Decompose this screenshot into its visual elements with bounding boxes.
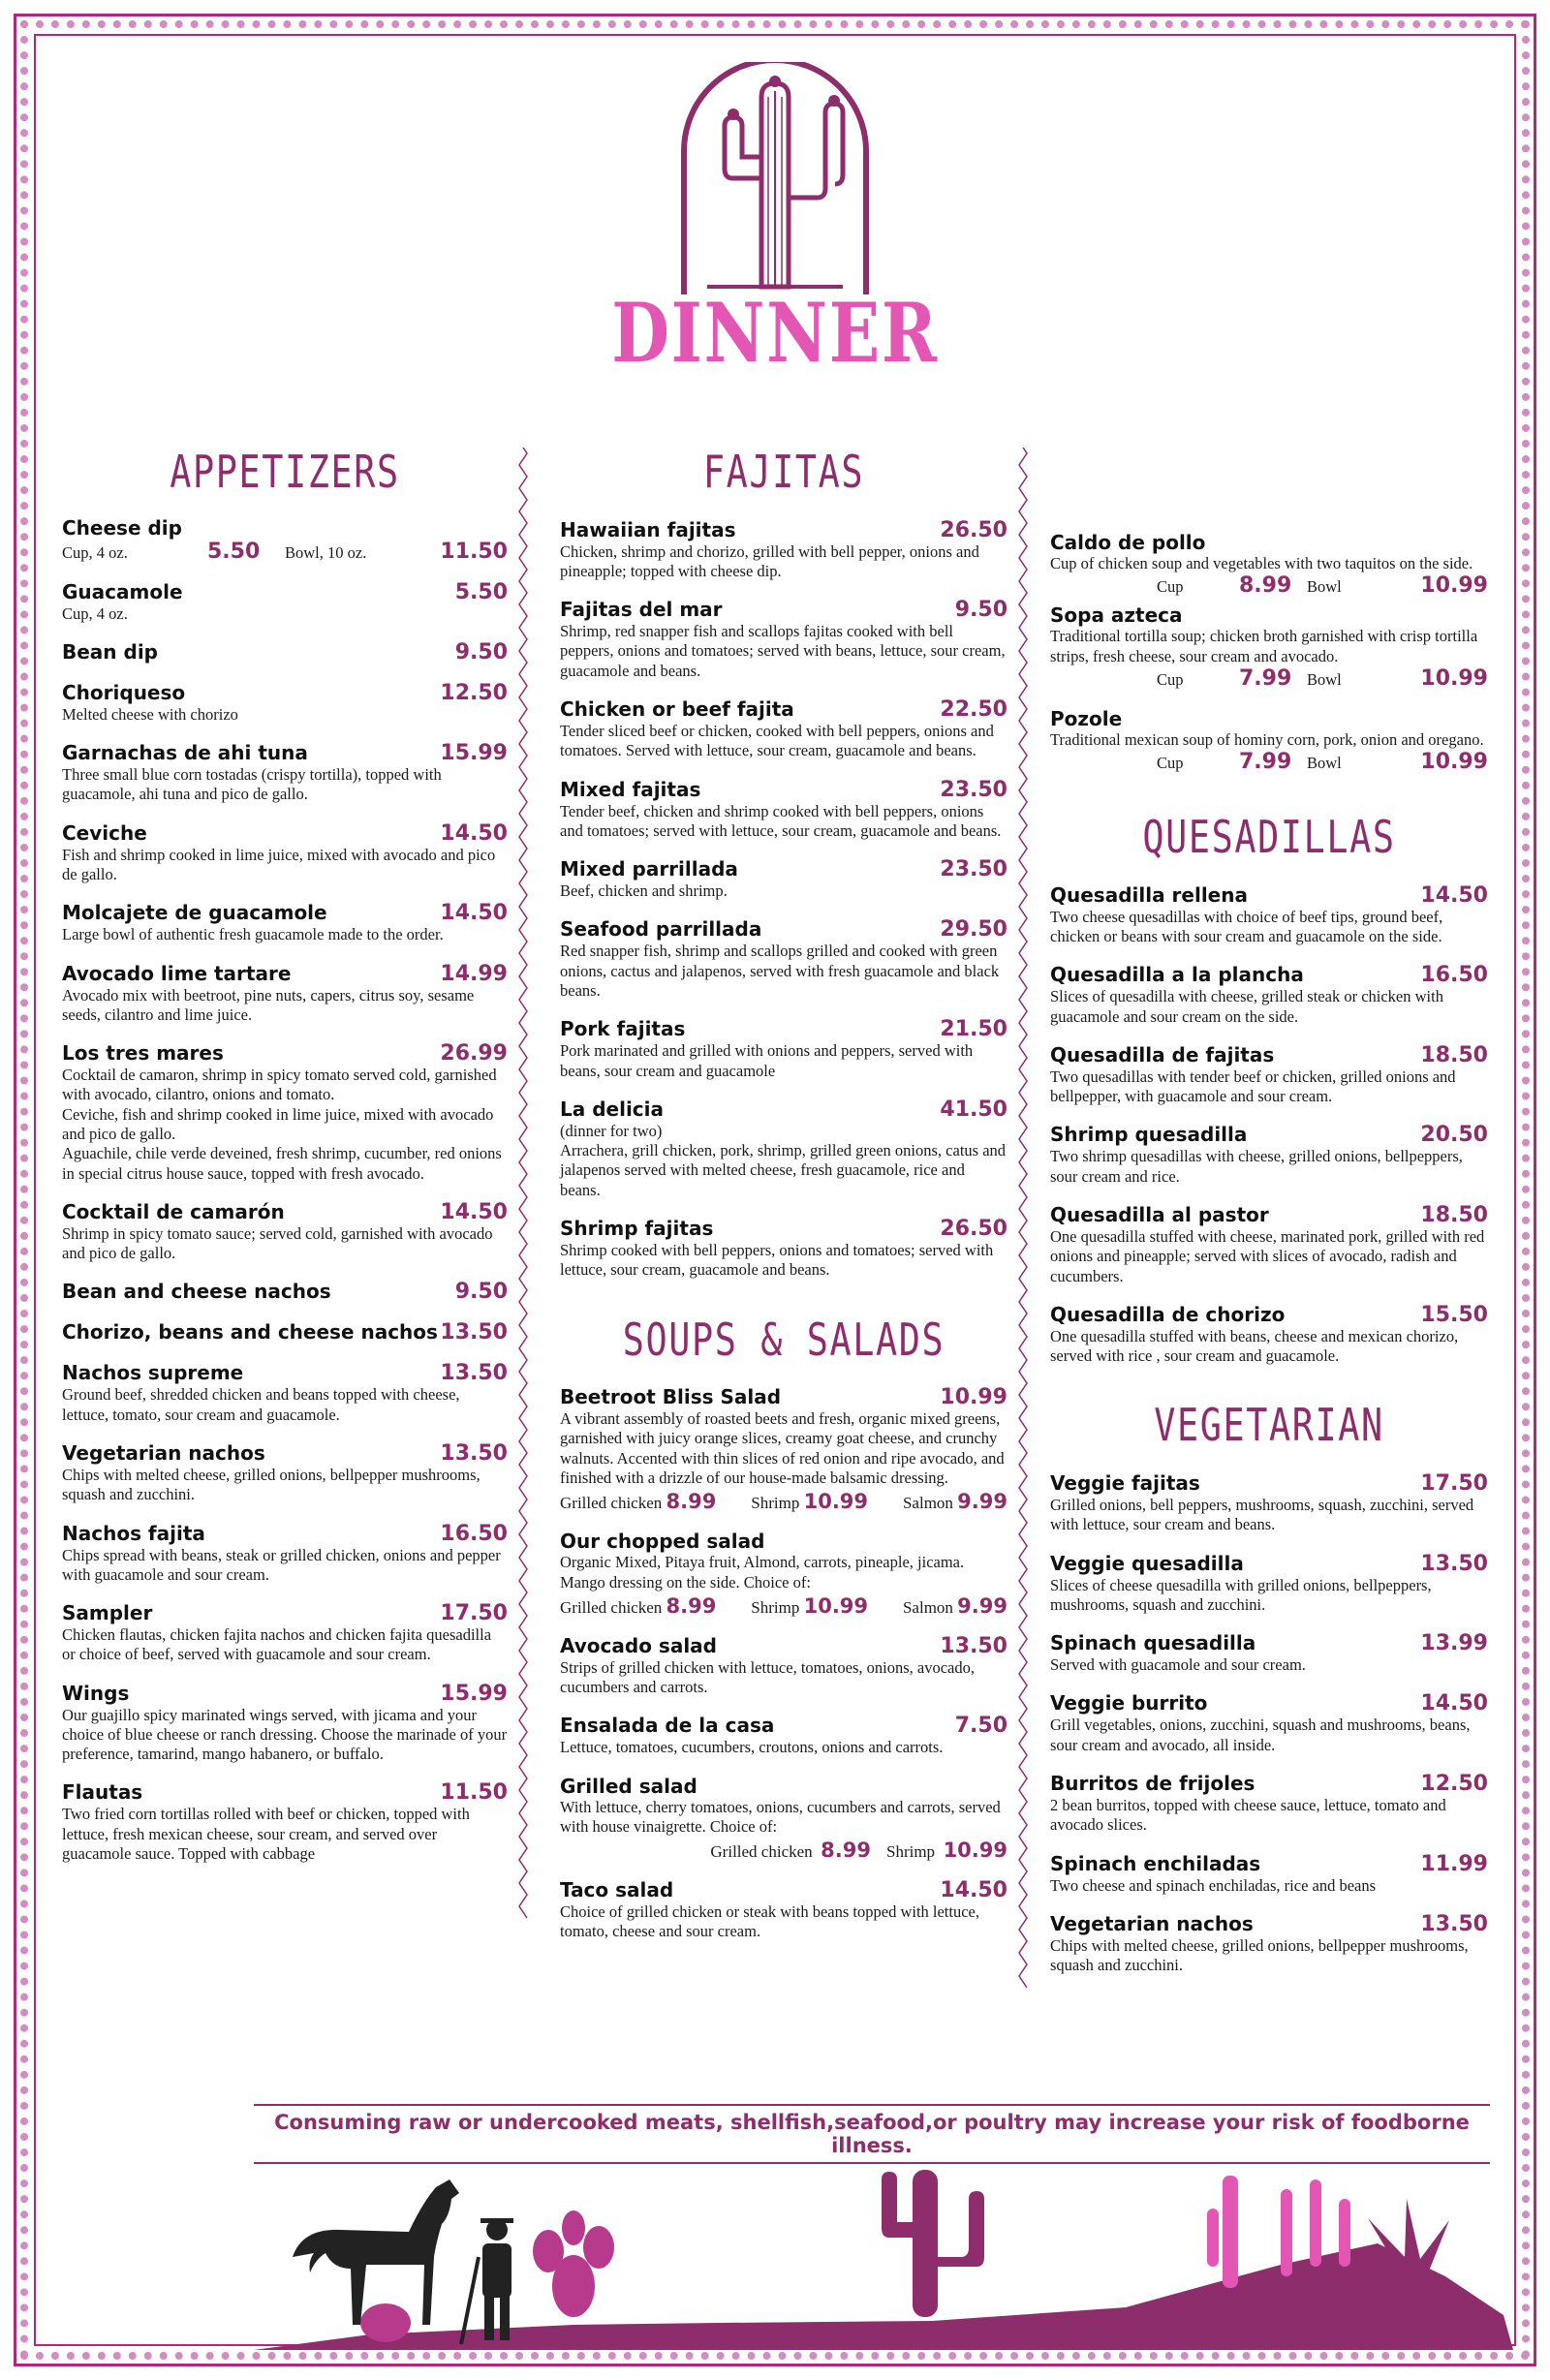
item-description: Red snapper fish, shrimp and scallops grilled and cooked with green onions, cactus and jalapenos, served with fresh guacamole and black beans.	[560, 942, 1000, 1000]
item-name: Choriqueso	[62, 680, 186, 704]
menu-item-spinach-enchiladas	[1050, 1852, 1488, 1896]
option-label: Salmon	[902, 1597, 953, 1617]
item-price: 12.50	[1420, 1771, 1488, 1796]
item-description: Cup, 4 oz.	[62, 603, 128, 623]
appetizers-column	[62, 446, 508, 1880]
menu-item-shrimp-quesadilla	[1050, 1123, 1488, 1187]
item-description: Avocado mix with beetroot, pine nuts, capers, citrus soy, sesame seeds, cilantro and lime juice.	[62, 985, 475, 1024]
item-price: 26.99	[440, 1041, 508, 1066]
item-description: Large bowl of authentic fresh guacamole made to the order.	[62, 925, 444, 944]
menu-item-cocktail	[62, 1200, 508, 1264]
menu-item-mixed-parrillada	[560, 857, 1008, 901]
item-price: 14.50	[440, 1199, 508, 1224]
item-name: Nachos supreme	[62, 1361, 244, 1385]
option-label: Salmon	[902, 1494, 953, 1513]
size-label: Bowl	[1307, 669, 1342, 689]
menu-item-vegetarian-nachos	[62, 1441, 508, 1505]
size-label: Cup	[1157, 754, 1184, 773]
item-price: 15.99	[440, 741, 508, 766]
item-price: 21.50	[940, 1017, 1008, 1042]
item-price: 14.50	[1420, 882, 1488, 908]
menu-item-pozole	[1050, 707, 1488, 774]
item-price: 16.50	[1420, 963, 1488, 988]
item-name: Bean and cheese nachos	[62, 1280, 331, 1304]
item-description: Tender beef, chicken and shrimp cooked with bell peppers, onions and tomatoes; served with lettuce, sour cream, guacamole and beans.	[560, 801, 1002, 840]
size-label: Bowl, 10 oz.	[285, 542, 367, 562]
item-name: Sampler	[62, 1601, 153, 1625]
item-description: Traditional tortilla soup; chicken broth garnished with crisp tortilla strips, fresh cheese, sour cream and avocado.	[1050, 627, 1478, 665]
small-barrel-cactus-icon	[360, 2303, 411, 2342]
menu-item-ceviche	[62, 821, 508, 885]
item-description: Lettuce, tomatoes, cucumbers, croutons, onions and carrots.	[560, 1738, 944, 1757]
item-price: 10.99	[940, 1385, 1008, 1410]
menu-item-cheese-dip	[62, 516, 508, 564]
menu-item-seafood-parrillada	[560, 917, 1008, 1001]
item-price: 14.50	[440, 820, 508, 846]
item-price: 11.50	[440, 1780, 508, 1806]
item-name: Quesadilla de fajitas	[1050, 1042, 1275, 1066]
menu-item-bean-dip	[62, 640, 508, 665]
option-price: 10.99	[803, 1593, 869, 1618]
prickly-pear-cactus-icon	[533, 2210, 614, 2317]
item-name: Shrimp fajitas	[560, 1216, 714, 1240]
menu-item-taco-salad	[560, 1878, 1008, 1942]
item-name: Fajitas del mar	[560, 598, 723, 622]
column-divider	[1018, 448, 1028, 2075]
item-description: Two quesadillas with tender beef or chicken, grilled onions and bellpepper, with guacamole and sour cream.	[1050, 1066, 1456, 1106]
menu-item-pork-fajitas	[560, 1017, 1008, 1081]
option-price: 9.99	[957, 1490, 1008, 1514]
menu-item-veggie-burrito	[1050, 1691, 1488, 1755]
size-label: Bowl	[1307, 577, 1342, 597]
cactus-arch-logo-icon	[678, 62, 872, 296]
option-label: Grilled chicken	[560, 1597, 663, 1617]
item-price: 14.50	[440, 901, 508, 926]
item-name: Sopa azteca	[1050, 603, 1183, 628]
option-label: Shrimp	[751, 1494, 800, 1513]
item-price: 41.50	[940, 1097, 1008, 1122]
item-name: Burritos de frijoles	[1050, 1771, 1256, 1795]
item-name: Wings	[62, 1681, 130, 1705]
menu-item-quesadilla-chorizo	[1050, 1303, 1488, 1367]
menu-item-burritos-frijoles	[1050, 1772, 1488, 1836]
item-price: 26.50	[940, 1216, 1008, 1241]
item-description: Chips spread with beans, steak or grilled chicken, onions and pepper with guacamole and sour cream.	[62, 1545, 501, 1584]
item-description: A vibrant assembly of roasted beets and fresh, organic mixed greens, garnished with juicy orange slices, creamy goat cheese, and crunchy walnuts. Accented with thin slices of red onion and ripe avocado, and finished with a drizzle of our house-made balsamic dressing.	[560, 1409, 1005, 1487]
item-description: Cup of chicken soup and vegetables with two taquitos on the side.	[1050, 554, 1473, 572]
size-label: Cup	[1157, 577, 1184, 597]
item-description: Shrimp, red snapper fish and scallops fajitas cooked with bell peppers, onions and tomatoes; served with beans, lettuce, sour cream, guacamole and beans.	[560, 622, 1006, 680]
menu-item-tres-mares	[62, 1041, 508, 1184]
menu-item-veggie-fajitas	[1050, 1471, 1488, 1535]
section-title-fajitas: FAJITAS	[702, 446, 865, 498]
item-description: Ceviche, fish and shrimp cooked in lime juice, mixed with avocado and pico de gallo.	[62, 1104, 494, 1143]
item-description: Grilled onions, bell peppers, mushrooms, squash, zucchini, served with lettuce, sour cream and beans.	[1050, 1495, 1474, 1534]
item-description: Arrachera, grill chicken, pork, shrimp, grilled green onions, catus and jalapenos served with melted cheese, fresh guacamole, rice and beans.	[560, 1141, 1007, 1199]
option-price: 8.99	[821, 1839, 871, 1863]
menu-item-bean-nachos	[62, 1280, 508, 1304]
size-price: 10.99	[1420, 665, 1488, 691]
item-description: Chicken flautas, chicken fajita nachos and chicken fajita quesadilla or choice of beef, served with guacamole and sour cream.	[62, 1625, 492, 1664]
option-label: Shrimp	[886, 1842, 936, 1862]
item-description: Organic Mixed, Pitaya fruit, Almond, carrots, pineaple, jicama. Mango dressing on the side. Choice of:	[560, 1553, 965, 1592]
item-price: 13.50	[440, 1440, 508, 1466]
size-price: 7.99	[1239, 750, 1292, 775]
item-name: Cocktail de camarón	[62, 1199, 285, 1223]
item-price: 14.99	[440, 961, 508, 986]
size-price: 10.99	[1420, 750, 1488, 775]
item-description: Two shrimp quesadillas with cheese, grilled onions, bellpeppers, sour cream and rice.	[1050, 1147, 1463, 1186]
item-name: Avocado lime tartare	[62, 961, 292, 985]
item-description: Chips with melted cheese, grilled onions, bellpepper mushrooms, squash and zucchini.	[1050, 1935, 1469, 1975]
item-name: Spinach quesadilla	[1050, 1631, 1256, 1655]
item-description: One quesadilla stuffed with cheese, marinated pork, grilled with red onions and pineapple; served with slices of avocado, radish and cucumbers.	[1050, 1226, 1485, 1285]
item-price: 13.50	[440, 1320, 508, 1345]
item-description: Ground beef, shredded chicken and beans topped with cheese, lettuce, tomato, sour cream and guacamole.	[62, 1385, 460, 1424]
item-description: Traditional mexican soup of hominy corn, pork, onion and oregano.	[1050, 729, 1484, 749]
item-description: Chicken, shrimp and chorizo, grilled with bell pepper, onions and pineapple; topped with cheese dip.	[560, 541, 979, 580]
menu-item-fajitas-del-mar	[560, 598, 1008, 681]
item-sizes	[1050, 750, 1488, 774]
menu-item-chicken-beef-fajita	[560, 697, 1008, 761]
item-price: 9.50	[454, 1280, 508, 1305]
option-price: 8.99	[666, 1490, 717, 1514]
item-options	[560, 1490, 1008, 1513]
item-name: Hawaiian fajitas	[560, 517, 736, 541]
size-price: 8.99	[1239, 573, 1292, 599]
column-divider	[518, 448, 528, 2075]
item-price: 13.99	[1420, 1631, 1488, 1656]
farmer-with-pitchfork-icon	[461, 2218, 513, 2344]
menu-item-avocado-tartare	[62, 962, 508, 1026]
menu-item-spinach-quesadilla	[1050, 1631, 1488, 1675]
item-name: Cheese dip	[62, 515, 182, 540]
size-label: Cup	[1157, 669, 1184, 689]
item-name: Spinach enchiladas	[1050, 1851, 1261, 1875]
item-price: 11.99	[1420, 1851, 1488, 1876]
item-description: Shrimp cooked with bell peppers, onions and tomatoes; served with lettuce, sour cream, guacamole and beans.	[560, 1240, 994, 1280]
item-name: Veggie quesadilla	[1050, 1551, 1244, 1575]
menu-item-guacamole	[62, 580, 508, 624]
menu-item-quesadilla-fajitas	[1050, 1043, 1488, 1107]
page-title: DINNER	[611, 285, 939, 381]
horse-icon	[293, 2179, 459, 2325]
item-description: Two cheese and spinach enchiladas, rice and beans	[1050, 1875, 1377, 1895]
menu-item-garnachas	[62, 741, 508, 805]
item-price: 18.50	[1420, 1042, 1488, 1067]
item-name: Grilled salad	[560, 1774, 698, 1798]
item-price: 23.50	[940, 777, 1008, 802]
item-name: Ceviche	[62, 820, 147, 845]
item-name: La delicia	[560, 1097, 665, 1121]
menu-item-sampler	[62, 1601, 508, 1665]
menu-item-veggie-quesadilla	[1050, 1552, 1488, 1616]
desert-scene-illustration	[254, 2150, 1513, 2354]
item-price: 16.50	[440, 1521, 508, 1546]
item-price: 14.50	[1420, 1691, 1488, 1716]
menu-item-ensalada-casa	[560, 1714, 1008, 1757]
item-options	[560, 1594, 1008, 1618]
item-description: Three small blue corn tostadas (crispy tortilla), topped with guacamole, ahi tuna and pico de gallo.	[62, 765, 442, 804]
item-price: 5.50	[454, 579, 508, 604]
menu-item-mixed-fajitas	[560, 778, 1008, 842]
menu-item-sopa-azteca	[1050, 603, 1488, 691]
size-label: Bowl	[1307, 754, 1342, 773]
menu-item-wings	[62, 1682, 508, 1765]
item-price: 12.50	[440, 680, 508, 705]
option-price: 9.99	[957, 1593, 1008, 1618]
item-name: Our chopped salad	[560, 1530, 765, 1554]
menu-item-chopped-salad	[560, 1530, 1008, 1618]
menu-item-chorizo-nachos	[62, 1320, 508, 1345]
item-description: Two fried corn tortillas rolled with beef or chicken, topped with lettuce, fresh mexican cheese, sour cream, and served over guacamole sauce. Topped with cabbage	[62, 1805, 470, 1864]
menu-item-molcajete	[62, 901, 508, 944]
section-title-quesadillas: QUESADILLAS	[1142, 811, 1396, 864]
item-name: Veggie burrito	[1050, 1691, 1208, 1715]
item-name: Vegetarian nachos	[1050, 1911, 1254, 1935]
menu-item-la-delicia	[560, 1097, 1008, 1200]
item-description: Beef, chicken and shrimp.	[560, 881, 728, 901]
item-name: Nachos fajita	[62, 1521, 205, 1545]
size-price: 7.99	[1239, 665, 1292, 691]
option-label: Shrimp	[751, 1597, 800, 1617]
item-note: (dinner for two)	[560, 1121, 663, 1140]
item-name: Vegetarian nachos	[62, 1440, 265, 1465]
menu-item-nachos-supreme	[62, 1361, 508, 1425]
item-name: Mixed parrillada	[560, 857, 738, 881]
item-name: Chorizo, beans and cheese nachos	[62, 1320, 438, 1345]
item-price: 13.50	[1420, 1551, 1488, 1576]
section-title-soups-salads: SOUPS & SALADS	[622, 1313, 946, 1366]
size-price: 11.50	[440, 539, 508, 564]
item-price: 15.99	[440, 1681, 508, 1706]
menu-item-choriqueso	[62, 681, 508, 725]
item-sizes	[1050, 666, 1488, 691]
item-price: 9.50	[954, 598, 1008, 623]
item-price: 13.50	[940, 1633, 1008, 1658]
menu-item-grilled-salad	[560, 1775, 1008, 1863]
item-name: Flautas	[62, 1780, 143, 1805]
saguaro-cactus-icon	[882, 2170, 984, 2317]
size-price: 10.99	[1420, 573, 1488, 599]
item-sizes	[62, 540, 508, 564]
menu-item-quesadilla-pastor	[1050, 1203, 1488, 1286]
fajitas-column	[560, 446, 1008, 1959]
option-price: 8.99	[666, 1593, 717, 1618]
item-name: Quesadilla de chorizo	[1050, 1302, 1286, 1326]
item-name: Mixed fajitas	[560, 777, 701, 801]
foodborne-warning: Consuming raw or undercooked meats, shellfish,seafood,or poultry may increase your risk of foodborne illness.	[254, 2104, 1490, 2164]
option-label: Grilled chicken	[710, 1842, 813, 1862]
item-description: Two cheese quesadillas with choice of beef tips, ground beef, chicken or beans with sour cream and guacamole on the side.	[1050, 907, 1443, 945]
item-price: 13.50	[1420, 1911, 1488, 1936]
item-price: 22.50	[940, 697, 1008, 722]
item-name: Garnachas de ahi tuna	[62, 741, 308, 765]
item-name: Los tres mares	[62, 1041, 224, 1066]
item-name: Taco salad	[560, 1878, 674, 1902]
item-sizes	[1050, 573, 1488, 598]
item-description: Chips with melted cheese, grilled onions, bellpepper mushrooms, squash and zucchini.	[62, 1465, 480, 1504]
item-price: 18.50	[1420, 1202, 1488, 1227]
item-description: Grill vegetables, onions, zucchini, squash and mushrooms, beans, sour cream and avocado, all inside.	[1050, 1715, 1471, 1754]
item-price: 13.50	[440, 1361, 508, 1386]
menu-header	[0, 62, 1550, 381]
item-name: Ensalada de la casa	[560, 1714, 775, 1738]
menu-item-avocado-salad	[560, 1634, 1008, 1698]
item-price: 20.50	[1420, 1123, 1488, 1148]
item-name: Avocado salad	[560, 1633, 717, 1657]
item-price: 17.50	[440, 1601, 508, 1626]
menu-item-hawaiian-fajitas	[560, 518, 1008, 582]
size-price: 5.50	[207, 539, 261, 564]
menu-item-quesadilla-plancha	[1050, 963, 1488, 1027]
menu-item-shrimp-fajitas	[560, 1217, 1008, 1281]
menu-item-caldo-de-pollo	[1050, 531, 1488, 598]
item-description: Our guajillo spicy marinated wings served, with jicama and your choice of blue cheese or ranch dressing. Choose the marinade of your preference, tamarind, mango habanero, or buffalo.	[62, 1705, 508, 1764]
item-price: 23.50	[940, 857, 1008, 882]
item-description: Tender sliced beef or chicken, cooked with bell peppers, onions and tomatoes. Served with lettuce, sour cream, guacamole and beans.	[560, 722, 994, 760]
item-description: Choice of grilled chicken or steak with beans topped with lettuce, tomato, cheese and sour cream.	[560, 1902, 979, 1941]
soups-quesadillas-column	[1050, 531, 1488, 1992]
item-description: Fish and shrimp cooked in lime juice, mixed with avocado and pico de gallo.	[62, 845, 496, 883]
option-price: 10.99	[943, 1839, 1008, 1863]
size-label: Cup, 4 oz.	[62, 542, 128, 562]
item-name: Quesadilla rellena	[1050, 882, 1248, 907]
item-name: Chicken or beef fajita	[560, 697, 794, 721]
section-title-vegetarian: VEGETARIAN	[1154, 1399, 1384, 1452]
item-name: Pozole	[1050, 706, 1123, 730]
section-title-appetizers: APPETIZERS	[170, 446, 400, 498]
item-description: Served with guacamole and sour cream.	[1050, 1655, 1306, 1675]
item-name: Guacamole	[62, 579, 183, 603]
item-description: With lettuce, cherry tomatoes, onions, cucumbers and carrots, served with house vinaigrette. Choice of:	[560, 1797, 1001, 1836]
option-price: 10.99	[803, 1490, 869, 1514]
item-name: Caldo de pollo	[1050, 531, 1206, 554]
item-price: 17.50	[1420, 1470, 1488, 1496]
item-price: 15.50	[1420, 1302, 1488, 1327]
item-options	[560, 1839, 1008, 1862]
item-name: Bean dip	[62, 639, 158, 664]
item-name: Veggie fajitas	[1050, 1470, 1200, 1495]
item-description: 2 bean burritos, topped with cheese sauce, lettuce, tomato and avocado slices.	[1050, 1795, 1446, 1835]
item-description: Slices of cheese quesadilla with grilled onions, bellpeppers, mushrooms, squash and zucchini.	[1050, 1575, 1432, 1614]
item-description: Melted cheese with chorizo	[62, 704, 238, 724]
item-name: Quesadilla a la plancha	[1050, 963, 1304, 987]
item-price: 9.50	[454, 639, 508, 665]
item-name: Seafood parrillada	[560, 917, 762, 942]
item-description: Strips of grilled chicken with lettuce, tomatoes, onions, avocado, cucumbers and carrots.	[560, 1657, 975, 1697]
menu-item-beetroot-salad	[560, 1385, 1008, 1513]
item-price: 29.50	[940, 917, 1008, 943]
item-name: Molcajete de guacamole	[62, 901, 327, 925]
menu-item-vegetarian-nachos	[1050, 1912, 1488, 1976]
item-description: Slices of quesadilla with cheese, grilled steak or chicken with guacamole and sour cream on the side.	[1050, 987, 1443, 1026]
item-name: Beetroot Bliss Salad	[560, 1385, 782, 1409]
item-description: Shrimp in spicy tomato sauce; served cold, garnished with avocado and pico de gallo.	[62, 1223, 493, 1263]
item-description: Cocktail de camaron, shrimp in spicy tomato served cold, garnished with avocado, cilantro, onions and tomato.	[62, 1066, 497, 1104]
item-price: 26.50	[940, 517, 1008, 542]
item-name: Shrimp quesadilla	[1050, 1123, 1248, 1147]
option-label: Grilled chicken	[560, 1494, 663, 1513]
menu-item-nachos-fajita	[62, 1522, 508, 1586]
item-name: Quesadilla al pastor	[1050, 1202, 1269, 1226]
item-description: Pork marinated and grilled with onions and peppers, served with beans, sour cream and guacamole	[560, 1041, 974, 1080]
item-name: Pork fajitas	[560, 1017, 686, 1041]
menu-item-flautas	[62, 1780, 508, 1864]
item-price: 14.50	[940, 1878, 1008, 1903]
item-description: One quesadilla stuffed with beans, cheese and mexican chorizo, served with rice , sour cream and guacamole.	[1050, 1326, 1459, 1366]
item-price: 7.50	[954, 1714, 1008, 1739]
item-description: Aguachile, chile verde deveined, fresh shrimp, cucumber, red onions in special citrus house sauce, topped with fresh avocado.	[62, 1144, 502, 1183]
desert-ground	[254, 2243, 1513, 2350]
menu-item-quesadilla-rellena	[1050, 883, 1488, 947]
